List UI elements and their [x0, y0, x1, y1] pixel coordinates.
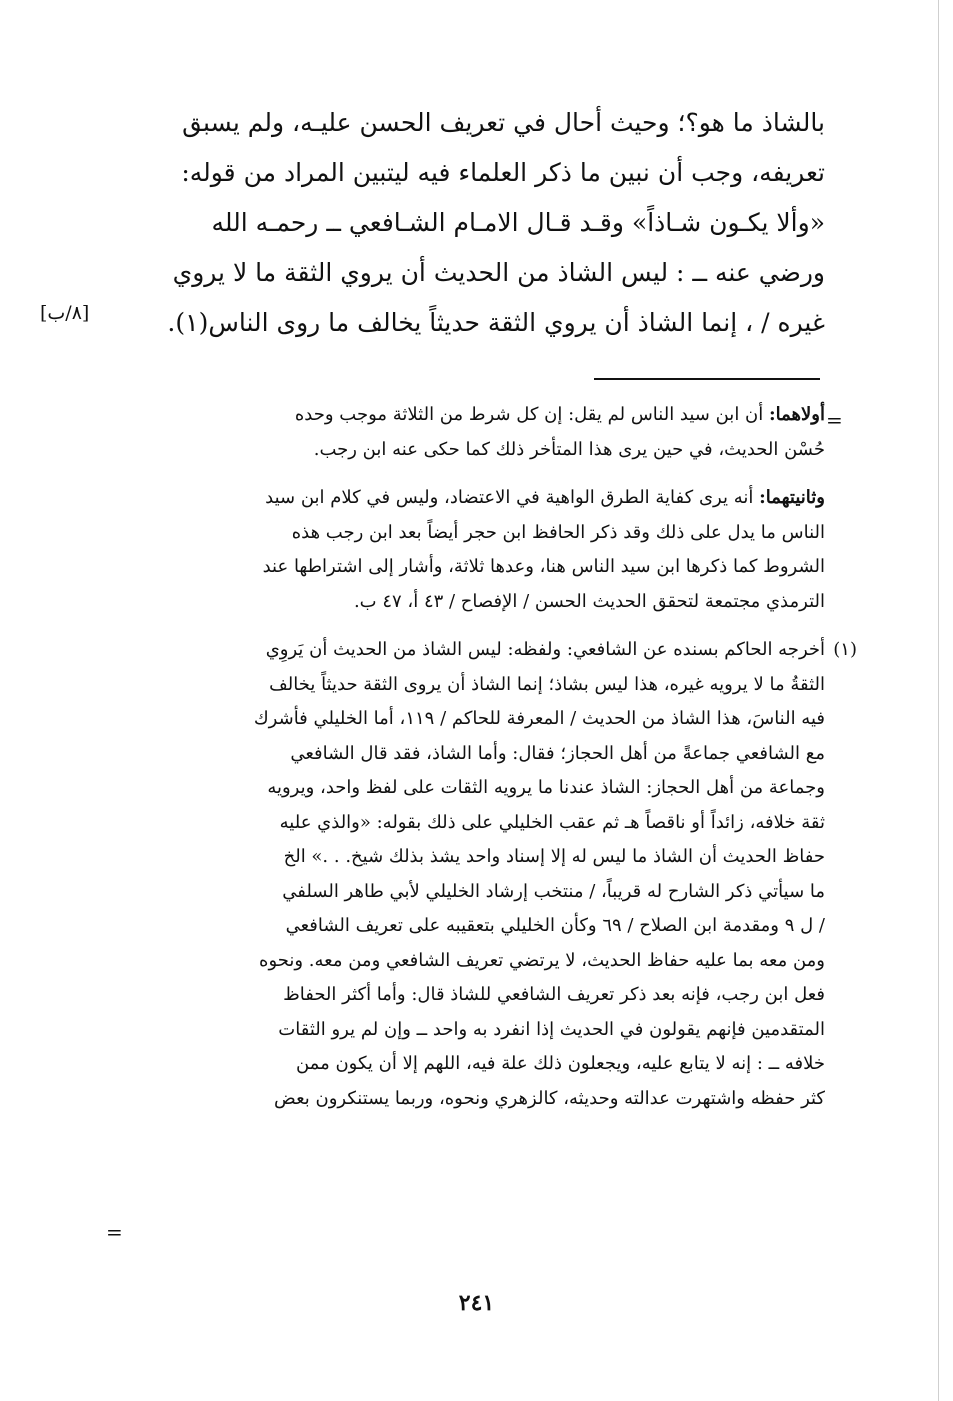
footnote-line: ومن معه بما عليه حفاظ الحديث، لا يرتضي تعريف الشافعي ومن معه. ونحوه — [259, 949, 825, 971]
main-text-line: غيره / ، إنما الشاذ أن يروي الثقة حديثاً يخالف ما روى الناس(١). — [167, 308, 825, 337]
main-text-block — [129, 98, 825, 348]
main-text-line: «وألا يكـون شـاذاً» وقـد قـال الامـام الشـافعي ــ رحمـه الله — [211, 208, 825, 237]
footnote-lead-word: أولاهما: — [769, 404, 825, 425]
footnote-line: الثقةُ ما لا يرويه غيره، هذا ليس بشاذ؛ إنما الشاذ أن يروى الثقة حديثاً يخالف — [269, 673, 825, 695]
page-edge-divider — [938, 0, 939, 1401]
main-text-line: تعريفه، وجب أن نبين ما ذكر العلماء فيه ليتبين المراد من قوله: — [181, 158, 825, 187]
manuscript-folio-reference: [٨/ب] — [40, 302, 90, 324]
footnote-line: ثقة خلافه، زائداً أو ناقصاً هـ ثم عقب الخليلي على ذلك بقوله: «والذي عليه — [279, 811, 825, 833]
footnote-lead-word: وثانيتهما: — [759, 487, 825, 508]
footnotes-block — [135, 398, 857, 1130]
footnote-separator — [594, 378, 820, 380]
main-text-line: بالشاذ ما هو؟؛ وحيث أحال في تعريف الحسن عليـه، ولم يسبق — [182, 108, 825, 137]
footnote-line: فيه الناسَ، هذا الشاذ من الحديث / المعرفة للحاكم / ١١٩، أما الخليلي فأشرك — [253, 708, 825, 729]
footnote-continued-first-point — [135, 398, 825, 467]
footnote-line: حفاظ الحديث أن الشاذ ما ليس له إلا إسناد واحد يشذ بذلك شيخ. . .» الخ — [283, 846, 825, 867]
footnote-line: الترمذي مجتمعة لتحقق الحديث الحسن / الإفصاح / ٤٣ أ، ٤٧ ب. — [353, 590, 825, 612]
footnote-line — [135, 398, 825, 433]
footnote-line: الشروط كما ذكرها ابن سيد الناس هنا، وعدها ثلاثة، وأشار إلى اشتراطها عند — [262, 556, 825, 577]
footnote-line: الناس ما يدل على ذلك وقد ذكر الحافظ ابن حجر أيضاً بعد ابن رجب هذه — [291, 521, 825, 543]
footnote-continued-second-point — [135, 481, 825, 619]
footnote-line: أخرجه الحاكم بسنده عن الشافعي: ولفظه: ليس الشاذ من الحديث أن يَروِي — [265, 639, 825, 660]
footnote-line: حُسْن الحديث، في حين يرى هذا المتأخر ذلك كما حكى عنه ابن رجب. — [313, 438, 825, 460]
footnote-line: / ل ٩ ومقدمة ابن الصلاح / ٦٩ وكأن الخليلي بتعقيبه على تعريف الشافعي — [285, 915, 825, 936]
footnote-line-text: أنه يرى كفاية الطرق الواهية في الاعتضاد، وليس في كلام ابن سيد — [265, 487, 754, 508]
footnote-line: المتقدمين فإنهم يقولون في الحديث إذا انفرد به واحد ــ وإن لم يرو الثقات — [278, 1018, 825, 1040]
main-text-line: ورضي عنه ــ : ليس الشاذ من الحديث أن يروي الثقة ما لا يروي — [172, 258, 825, 287]
footnote-line-text: أن ابن سيد الناس لم يقل: إن كل شرط من الثلاثة موجب وحده — [294, 404, 764, 425]
footnote-continuation-mark-top: = — [826, 408, 843, 432]
footnote-line: خلافه ــ : إنه لا يتابع عليه، ويجعلون ذلك علة فيه، اللهم إلا أن يكون ممن — [295, 1053, 825, 1074]
footnote-continuation-mark-bottom: = — [106, 1220, 123, 1244]
page-number: ٢٤١ — [458, 1290, 495, 1316]
footnote-line: مع الشافعي جماعةً من أهل الحجاز؛ فقال: وأما الشاذ، فقد قال الشافعي — [290, 742, 825, 764]
footnote-number: (١) — [833, 639, 857, 660]
footnote-line: فعل ابن رجب، فإنه بعد ذكر تعريف الشافعي للشاذ قال: وأما أكثر الحفاظ — [283, 984, 825, 1005]
footnote-line: وجماعة من أهل الحجاز: الشاذ عندنا ما يرويه الثقات على لفظ واحد، ويرويه — [267, 777, 825, 798]
footnote-1 — [135, 633, 857, 1116]
footnote-line — [135, 481, 825, 516]
footnote-line: كثر حفظه واشتهرت عدالته وحديثه، كالزهري ونحوه، وربما يستنكرون بعض — [274, 1087, 825, 1109]
footnote-line: ما سيأتي ذكر الشارح له قريباً، / منتخب إرشاد الخليلي لأبي طاهر السلفي — [282, 880, 825, 902]
